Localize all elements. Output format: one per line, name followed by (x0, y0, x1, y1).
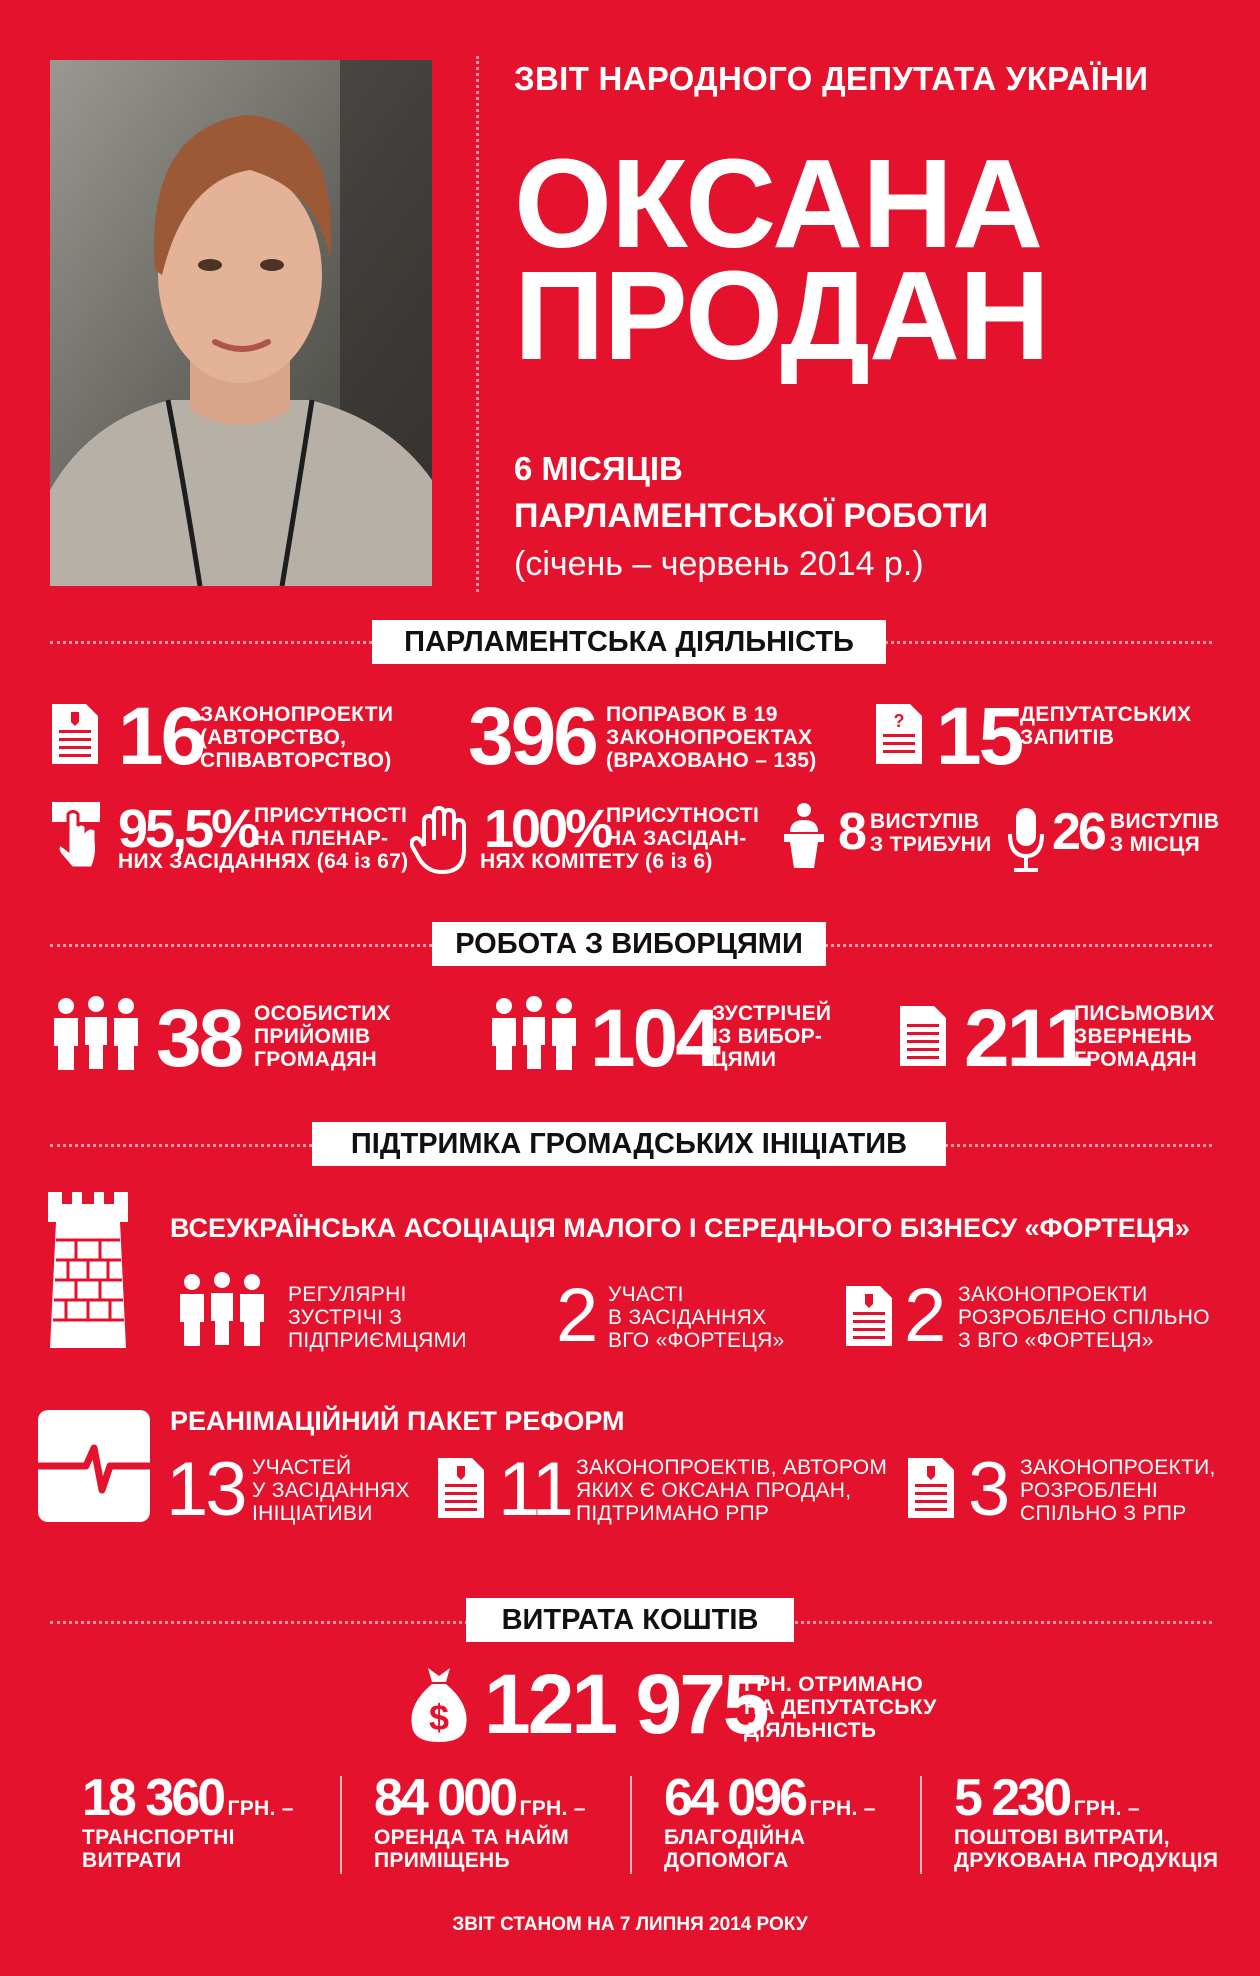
deputy-first-name: ОКСАНА (514, 133, 1043, 274)
letter-document-icon (898, 1004, 948, 1068)
raised-hand-icon (410, 806, 466, 874)
section-title-voters: РОБОТА З ВИБОРЦЯМИ (432, 922, 826, 966)
committee-attendance: 100% (484, 799, 611, 859)
section-title-initiatives: ПІДТРИМКА ГРОМАДСЬКИХ ІНІЦІАТИВ (312, 1122, 946, 1166)
fortress-title: ВСЕУКРАЇНСЬКА АСОЦІАЦІЯ МАЛОГО І СЕРЕДНЬОГО БІЗНЕСУ «ФОРТЕЦЯ» (170, 1213, 1190, 1243)
svg-text:?: ? (893, 711, 905, 731)
rpr-supported-label: ЗАКОНОПРОЕКТІВ, АВТОРОМ ЯКИХ Є ОКСАНА ПРОДАН, ПІДТРИМАНО РПР (576, 1456, 888, 1525)
period-dates: (січень – червень 2014 р.) (514, 545, 924, 583)
spending-desc: ТРАНСПОРТНІ ВИТРАТИ (82, 1826, 235, 1872)
seat-speeches-count: 26 (1052, 803, 1104, 861)
rpr-joint-label: ЗАКОНОПРОЕКТИ, РОЗРОБЛЕНІ СПІЛЬНО З РПР (1020, 1456, 1216, 1525)
heart-monitor-icon (36, 1408, 152, 1524)
document-icon (50, 702, 100, 766)
meetings-label: ЗУСТРІЧЕЙ ІЗ ВИБОР- ЦЯМИ (712, 1002, 832, 1071)
bills-count: 16 (118, 691, 204, 782)
document-icon (436, 1456, 486, 1520)
committee-label-line3: НЯХ КОМІТЕТУ (6 із 6) (480, 850, 713, 873)
spending-divider (340, 1776, 342, 1874)
spending-desc: ПОШТОВІ ВИТРАТИ, ДРУКОВАНА ПРОДУКЦІЯ (954, 1826, 1219, 1872)
amendments-label: ПОПРАВОК В 19 ЗАКОНОПРОЕКТАХ (ВРАХОВАНО – 135) (606, 703, 817, 772)
report-subtitle: ЗВІТ НАРОДНОГО ДЕПУТАТА УКРАЇНИ (514, 60, 1149, 97)
deputy-last-name: ПРОДАН (514, 245, 1050, 386)
spending-desc: БЛАГОДІЙНА ДОПОМОГА (664, 1826, 806, 1872)
portrait-photo (50, 60, 432, 586)
period-work: ПАРЛАМЕНТСЬКОЇ РОБОТИ (514, 497, 989, 535)
spending-unit: ГРН. – (1073, 1797, 1140, 1820)
question-document-icon (874, 702, 924, 766)
people-icon (50, 996, 142, 1072)
rpr-title: РЕАНІМАЦІЙНИЙ ПАКЕТ РЕФОРМ (170, 1406, 625, 1436)
amendments-count: 396 (468, 691, 596, 782)
committee-label: ПРИСУТНОСТІ НА ЗАСІДАН- (606, 804, 760, 850)
regular-meetings-label: РЕГУЛЯРНІ ЗУСТРІЧІ З ПІДПРИЄМЦЯМИ (288, 1283, 467, 1352)
fortress-participation-label: УЧАСТІ В ЗАСІДАННЯХ ВГО «ФОРТЕЦЯ» (608, 1283, 785, 1352)
spending-unit: ГРН. – (809, 1797, 876, 1820)
section-title-parliament: ПАРЛАМЕНТСЬКА ДІЯЛЬНІСТЬ (372, 620, 886, 664)
requests-count: 15 (936, 691, 1022, 782)
spending-unit: ГРН. – (519, 1797, 586, 1820)
spending-divider (630, 1776, 632, 1874)
letters-label: ПИСЬМОВИХ ЗВЕРНЕНЬ ГРОМАДЯН (1074, 1002, 1215, 1071)
tribune-speeches-count: 8 (838, 803, 864, 861)
people-icon (176, 1272, 268, 1348)
fortress-tower-icon (46, 1190, 130, 1350)
spending-item (664, 1769, 934, 1872)
total-funds: 121 975 (484, 1657, 767, 1751)
money-bag-icon (408, 1664, 470, 1744)
rpr-joint-count: 3 (968, 1447, 1008, 1532)
people-icon (488, 996, 580, 1072)
rpr-participation-count: 13 (166, 1447, 245, 1532)
spending-amount: 84 000 (374, 1769, 516, 1827)
spending-item (954, 1769, 1244, 1872)
total-funds-label: ГРН. ОТРИМАНО НА ДЕПУТАТСЬКУ ДІЯЛЬНІСТЬ (744, 1673, 937, 1742)
meetings-count: 104 (590, 993, 718, 1084)
document-icon (844, 1284, 894, 1348)
rpr-supported-count: 11 (498, 1447, 571, 1532)
rpr-participation-label: УЧАСТЕЙ У ЗАСІДАННЯХ ІНІЦІАТИВИ (252, 1456, 410, 1525)
spending-desc: ОРЕНДА ТА НАЙМ ПРИМІЩЕНЬ (374, 1826, 570, 1872)
deputy-name (514, 133, 1050, 386)
document-icon (906, 1456, 956, 1520)
receptions-label: ОСОБИСТИХ ПРИЙОМІВ ГРОМАДЯН (254, 1002, 391, 1071)
seat-label: ВИСТУПІВ З МІСЦЯ (1110, 810, 1220, 856)
plenary-attendance: 95,5% (118, 799, 257, 859)
report-date-footer: ЗВІТ СТАНОМ НА 7 ЛИПНЯ 2014 РОКУ (452, 1914, 808, 1935)
spending-item (374, 1769, 644, 1872)
letters-count: 211 (964, 993, 1088, 1084)
podium-icon (782, 802, 826, 870)
header-divider (476, 56, 479, 592)
spending-item (82, 1769, 352, 1872)
section-title-spending: ВИТРАТА КОШТІВ (466, 1598, 794, 1642)
portrait-image (50, 60, 432, 586)
bills-label: ЗАКОНОПРОЕКТИ (АВТОРСТВО, СПІВАВТОРСТВО) (200, 703, 394, 772)
microphone-icon (1006, 806, 1046, 874)
tribune-label: ВИСТУПІВ З ТРИБУНИ (870, 810, 992, 856)
receptions-count: 38 (156, 993, 242, 1084)
plenary-label-line3: НИХ ЗАСІДАННЯХ (64 із 67) (118, 850, 409, 873)
spending-amount: 64 096 (664, 1769, 806, 1827)
fortress-participation-count: 2 (556, 1273, 596, 1358)
spending-divider (920, 1776, 922, 1874)
svg-text:$: $ (428, 1697, 450, 1738)
fortress-joint-bills-count: 2 (904, 1273, 944, 1358)
spending-amount: 5 230 (954, 1769, 1070, 1827)
period-months: 6 МІСЯЦІВ (514, 450, 683, 487)
spending-unit: ГРН. – (227, 1797, 294, 1820)
requests-label: ДЕПУТАТСЬКИХ ЗАПИТІВ (1020, 703, 1192, 749)
fortress-joint-bills-label: ЗАКОНОПРОЕКТИ РОЗРОБЛЕНО СПІЛЬНО З ВГО «ФОРТЕЦЯ» (958, 1283, 1210, 1352)
spending-amount: 18 360 (82, 1769, 224, 1827)
plenary-label: ПРИСУТНОСТІ НА ПЛЕНАР- (254, 804, 408, 850)
hand-press-icon (50, 800, 102, 872)
